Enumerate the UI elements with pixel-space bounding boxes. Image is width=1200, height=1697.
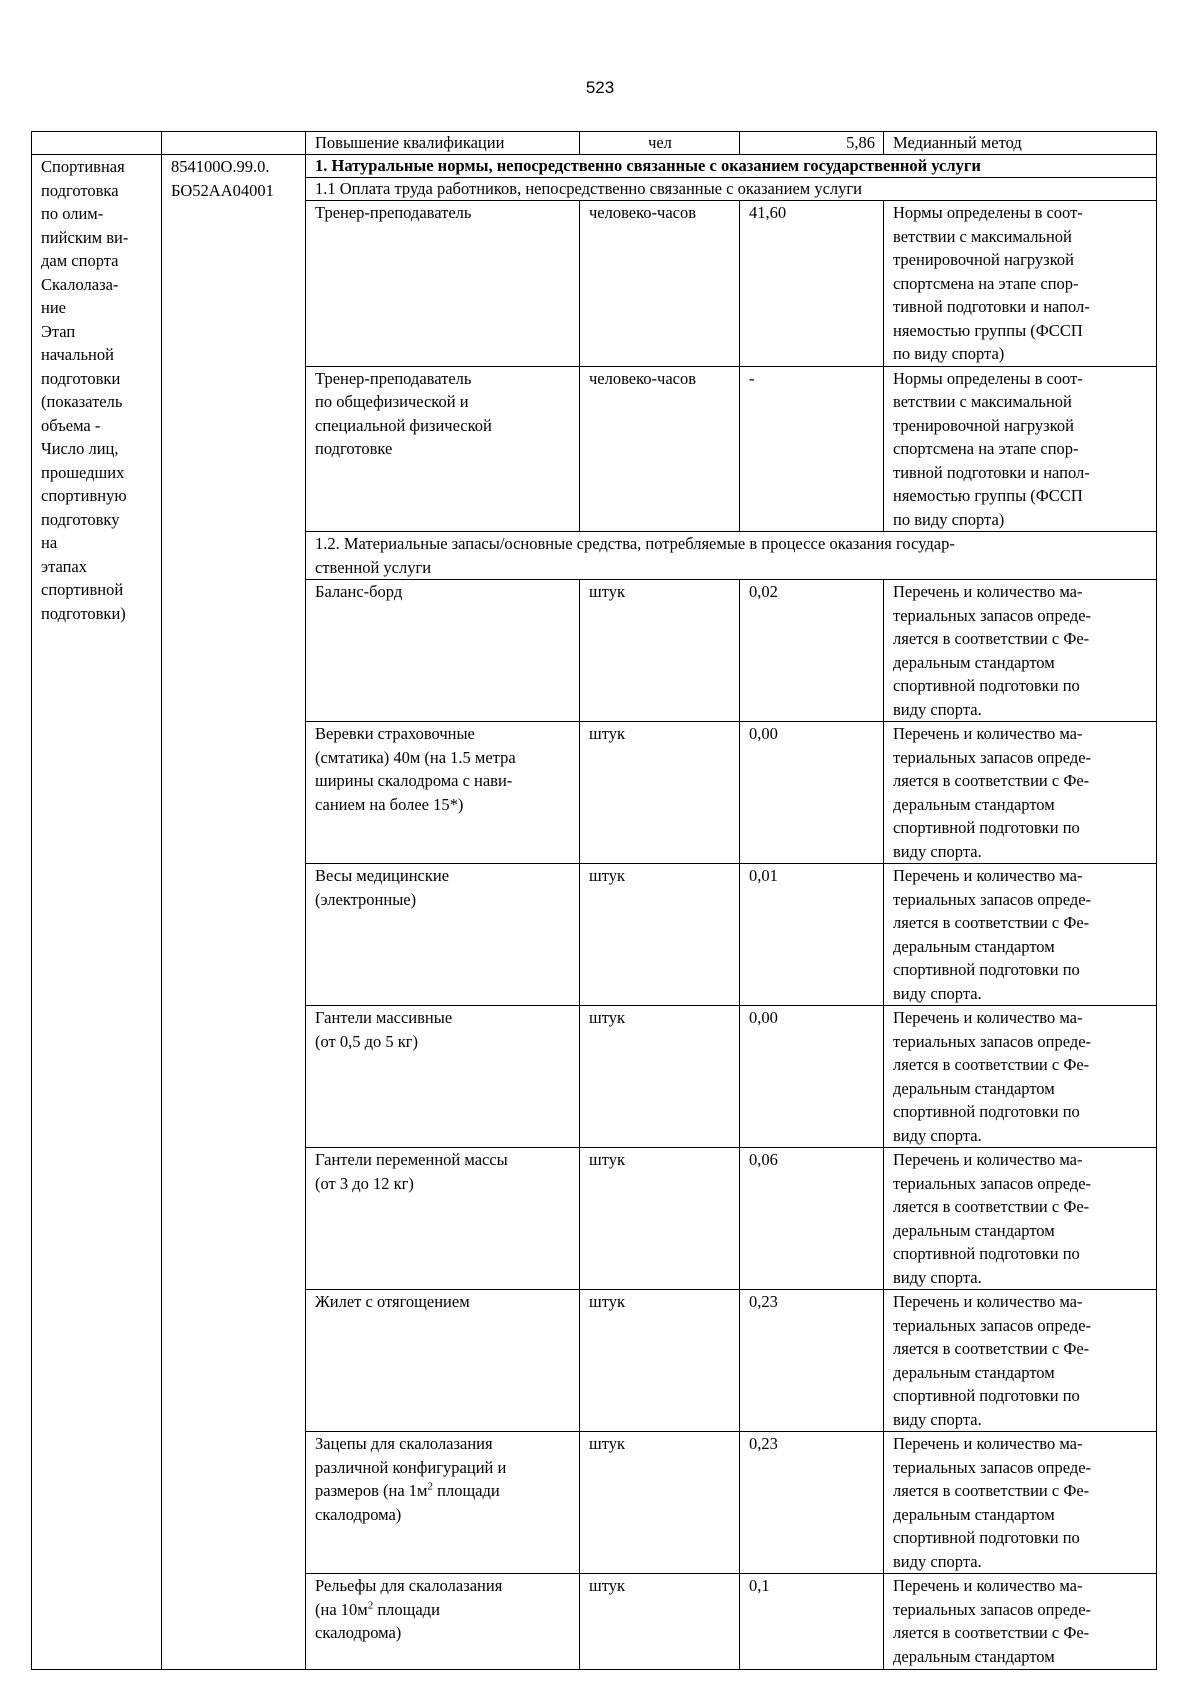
- superscript: 2: [427, 1480, 434, 1493]
- item-value-cell: 0,23: [740, 1290, 884, 1432]
- item-note-line: териальных запасов опреде-: [893, 1457, 1092, 1477]
- item-unit-cell: штук: [580, 580, 740, 722]
- item-note-line: териальных запасов опреде-: [893, 1599, 1092, 1619]
- item-value-cell: 0,00: [740, 722, 884, 864]
- item-unit-cell: штук: [580, 1006, 740, 1148]
- item-note-line: деральным стандартом: [893, 1220, 1055, 1240]
- item-note-line: Перечень и количество ма-: [893, 1576, 1083, 1595]
- service-name-cell: [32, 155, 162, 1670]
- empty-cell: [162, 132, 306, 155]
- item-note-line: териальных запасов опреде-: [893, 1315, 1092, 1335]
- item-name-line: ширины скалодрома с нави-: [315, 771, 513, 790]
- item-note-line: деральным стандартом: [893, 794, 1055, 814]
- item-name-line: размеров (на $1м^2$ площади: [315, 1480, 500, 1500]
- item-note-line: ляется в соответствии с Фе-: [893, 1055, 1090, 1074]
- service-name-line: объема -: [41, 415, 101, 435]
- item-name-line: по общефизической и: [315, 392, 469, 411]
- item-note-line: териальных запасов опреде-: [893, 747, 1092, 767]
- item-name-cell: [306, 366, 580, 532]
- section-1-title: 1. Натуральные нормы, непосредственно связанные с оказанием государственной услуги: [306, 155, 1157, 178]
- item-value-cell: 0,23: [740, 1432, 884, 1574]
- item-value-cell: 0,02: [740, 580, 884, 722]
- item-note-line: Перечень и количество ма-: [893, 1434, 1083, 1453]
- service-name-line: прошедших: [41, 462, 125, 482]
- item-note-line: тивной подготовки и напол-: [893, 297, 1090, 316]
- item-name-line: (электронные): [315, 889, 417, 909]
- item-note-line: виду спорта.: [893, 1267, 982, 1287]
- item-note-line: тивной подготовки и напол-: [893, 462, 1090, 482]
- item-name-cell: [306, 1006, 580, 1148]
- item-note-line: Перечень и количество ма-: [893, 1008, 1083, 1027]
- service-name-line: подготовки: [41, 368, 121, 388]
- item-value-cell: 0,01: [740, 864, 884, 1006]
- item-name-line: Гантели массивные: [315, 1008, 453, 1027]
- item-note-line: ляется в соответствии с Фе-: [893, 1623, 1090, 1642]
- service-name-line: подготовку: [41, 509, 120, 529]
- item-note-line: деральным стандартом: [893, 936, 1055, 956]
- item-note-cell: [884, 1006, 1157, 1148]
- item-note-line: териальных запасов опреде-: [893, 605, 1092, 625]
- item-name-cell: [306, 201, 580, 367]
- service-code-cell: [162, 155, 306, 1670]
- item-name-line: санием на более 15*): [315, 794, 464, 814]
- service-name-line: на: [41, 533, 58, 552]
- item-name-line: Тренер-преподаватель: [315, 203, 472, 222]
- service-name-line: подготовки): [41, 603, 126, 623]
- item-note-cell: [884, 864, 1157, 1006]
- service-name-line: по олим-: [41, 204, 104, 223]
- item-name-cell: [306, 864, 580, 1006]
- item-note-cell: [884, 1290, 1157, 1432]
- item-unit-cell: штук: [580, 1290, 740, 1432]
- item-note-line: спортивной подготовки по: [893, 1102, 1080, 1121]
- item-note-line: спортсмена на этапе спор-: [893, 439, 1079, 458]
- item-note-line: Перечень и количество ма-: [893, 582, 1083, 601]
- item-note-cell: [884, 580, 1157, 722]
- item-name-line: Гантели переменной массы: [315, 1150, 508, 1169]
- section-1-2-line: 1.2. Материальные запасы/основные средства, потребляемые в процессе оказания государ-: [315, 534, 955, 553]
- item-note-line: виду спорта.: [893, 841, 982, 861]
- item-note-line: ляется в соответствии с Фе-: [893, 1197, 1090, 1216]
- item-note-line: ляется в соответствии с Фе-: [893, 629, 1090, 648]
- section-1-2-title: [306, 532, 1157, 580]
- service-name-line: начальной: [41, 345, 114, 364]
- item-unit-cell: штук: [580, 864, 740, 1006]
- item-name-line: скалодрома): [315, 1504, 402, 1524]
- item-name-line: специальной физической: [315, 415, 492, 435]
- service-name-line: дам спорта: [41, 251, 119, 270]
- item-name-line: Баланс-борд: [315, 582, 403, 601]
- item-value-cell: -: [740, 366, 884, 532]
- item-note-line: по виду спорта): [893, 344, 1005, 363]
- item-name-cell: [306, 1290, 580, 1432]
- table-row-section-1: [32, 155, 1157, 178]
- item-note-cell: [884, 366, 1157, 532]
- item-note-line: няемостью группы (ФССП: [893, 486, 1083, 505]
- item-name-line: Тренер-преподаватель: [315, 368, 472, 388]
- item-note-line: няемостью группы (ФССП: [893, 320, 1083, 340]
- item-note-line: Перечень и количество ма-: [893, 724, 1083, 743]
- item-note-line: виду спорта.: [893, 983, 982, 1003]
- item-name-line: Зацепы для скалолазания: [315, 1434, 493, 1453]
- service-code-line: 854100О.99.0.: [171, 157, 270, 176]
- norm-unit: чел: [580, 132, 740, 155]
- item-note-line: Нормы определены в соот-: [893, 368, 1083, 388]
- item-note-line: ляется в соответствии с Фе-: [893, 771, 1090, 790]
- service-name-line: Число лиц,: [41, 439, 119, 458]
- item-note-line: териальных запасов опреде-: [893, 889, 1092, 909]
- item-name-line: (от 0,5 до 5 кг): [315, 1031, 419, 1051]
- item-note-line: деральным стандартом: [893, 1504, 1055, 1524]
- service-code-line: БО52АА04001: [171, 180, 274, 200]
- item-name-line: Веревки страховочные: [315, 724, 475, 743]
- item-note-line: спортивной подготовки по: [893, 960, 1080, 979]
- item-unit-cell: штук: [580, 722, 740, 864]
- item-note-line: виду спорта.: [893, 1551, 982, 1571]
- item-name-line: (на $10м^2$ площади: [315, 1599, 440, 1619]
- item-name-line: Весы медицинские: [315, 866, 450, 885]
- service-name-line: ние: [41, 298, 66, 317]
- table-row-header: [32, 132, 1157, 155]
- norms-table: [31, 131, 1157, 1670]
- item-name-cell: [306, 722, 580, 864]
- item-name-cell: [306, 1574, 580, 1670]
- item-note-line: спортивной подготовки по: [893, 818, 1080, 837]
- item-note-cell: [884, 201, 1157, 367]
- service-name-line: спортивной: [41, 580, 124, 599]
- item-note-cell: [884, 1432, 1157, 1574]
- service-name-line: Этап: [41, 321, 76, 341]
- item-note-line: спортсмена на этапе спор-: [893, 273, 1079, 293]
- service-name-line: (показатель: [41, 392, 123, 411]
- service-name-line: подготовка: [41, 180, 119, 200]
- item-note-line: спортивной подготовки по: [893, 1386, 1080, 1405]
- item-unit-cell: штук: [580, 1148, 740, 1290]
- section-1-1-title: 1.1 Оплата труда работников, непосредственно связанные с оказанием услуги: [306, 178, 1157, 201]
- item-note-line: виду спорта.: [893, 1409, 982, 1429]
- item-name-line: (от 3 до 12 кг): [315, 1173, 414, 1193]
- item-unit-cell: человеко-часов: [580, 201, 740, 367]
- page-number: 523: [585, 78, 615, 97]
- item-note-line: спортивной подготовки по: [893, 676, 1080, 695]
- item-unit-cell: человеко-часов: [580, 366, 740, 532]
- item-note-line: спортивной подготовки по: [893, 1528, 1080, 1547]
- item-note-line: Перечень и количество ма-: [893, 1150, 1083, 1169]
- item-note-line: ветствии с максимальной: [893, 392, 1072, 411]
- item-note-line: деральным стандартом: [893, 1078, 1055, 1098]
- norm-method: Медианный метод: [884, 132, 1157, 155]
- item-note-line: спортивной подготовки по: [893, 1244, 1080, 1263]
- item-name-cell: [306, 580, 580, 722]
- item-note-line: териальных запасов опреде-: [893, 1173, 1092, 1193]
- item-note-line: по виду спорта): [893, 509, 1005, 529]
- item-unit-cell: штук: [580, 1574, 740, 1670]
- item-note-line: деральным стандартом: [893, 1646, 1055, 1666]
- item-note-cell: [884, 1574, 1157, 1670]
- service-name-line: этапах: [41, 556, 88, 576]
- item-value-cell: 0,1: [740, 1574, 884, 1670]
- item-value-cell: 0,00: [740, 1006, 884, 1148]
- item-note-line: деральным стандартом: [893, 1362, 1055, 1382]
- item-note-line: ветствии с максимальной: [893, 226, 1072, 246]
- item-note-line: ляется в соответствии с Фе-: [893, 1339, 1090, 1358]
- norm-name: Повышение квалификации: [306, 132, 580, 155]
- service-name-line: Скалолаза-: [41, 274, 119, 294]
- item-note-line: тренировочной нагрузкой: [893, 250, 1074, 269]
- service-name-line: пийским ви-: [41, 227, 129, 247]
- norm-value: 5,86: [740, 132, 884, 155]
- item-note-line: Нормы определены в соот-: [893, 203, 1083, 222]
- empty-cell: [32, 132, 162, 155]
- item-name-line: различной конфигураций и: [315, 1457, 507, 1477]
- item-name-line: подготовке: [315, 439, 393, 458]
- section-1-2-line: ственной услуги: [315, 557, 432, 577]
- item-name-line: Рельефы для скалолазания: [315, 1576, 503, 1595]
- item-note-line: виду спорта.: [893, 699, 982, 719]
- item-name-cell: [306, 1432, 580, 1574]
- item-note-line: Перечень и количество ма-: [893, 1292, 1083, 1311]
- item-note-line: виду спорта.: [893, 1125, 982, 1145]
- item-value-cell: 41,60: [740, 201, 884, 367]
- item-name-line: (смтатика) 40м (на 1.5 метра: [315, 747, 516, 767]
- item-value-cell: 0,06: [740, 1148, 884, 1290]
- item-note-line: ляется в соответствии с Фе-: [893, 913, 1090, 932]
- service-name-line: Спортивная: [41, 157, 125, 176]
- item-name-line: скалодрома): [315, 1623, 402, 1642]
- item-note-line: ляется в соответствии с Фе-: [893, 1481, 1090, 1500]
- item-note-cell: [884, 722, 1157, 864]
- item-note-line: териальных запасов опреде-: [893, 1031, 1092, 1051]
- item-note-cell: [884, 1148, 1157, 1290]
- item-name-line: Жилет с отягощением: [315, 1292, 470, 1311]
- item-note-line: тренировочной нагрузкой: [893, 415, 1074, 435]
- item-unit-cell: штук: [580, 1432, 740, 1574]
- item-note-line: деральным стандартом: [893, 652, 1055, 672]
- item-name-cell: [306, 1148, 580, 1290]
- item-note-line: Перечень и количество ма-: [893, 866, 1083, 885]
- service-name-line: спортивную: [41, 486, 127, 505]
- superscript: 2: [367, 1599, 374, 1611]
